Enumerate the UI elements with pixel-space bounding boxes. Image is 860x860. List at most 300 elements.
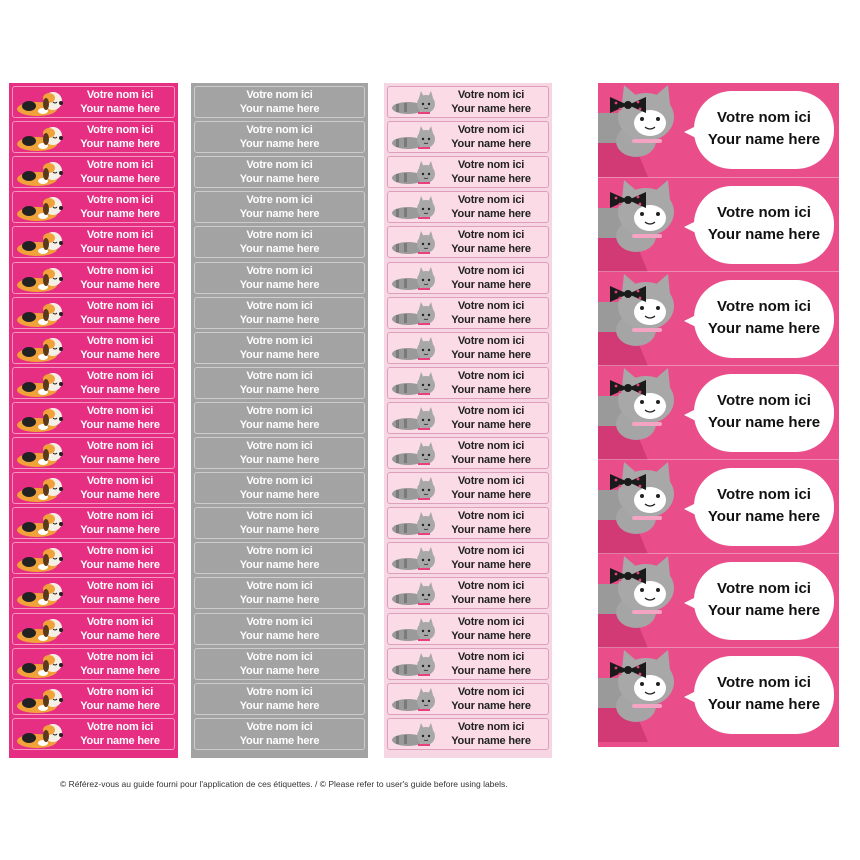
label-text-en: Your name here bbox=[80, 208, 160, 221]
label-text bbox=[694, 107, 834, 151]
label-text-fr: Votre nom ici bbox=[246, 720, 313, 733]
label-text-en: Your name here bbox=[80, 629, 160, 642]
label-text-en: Your name here bbox=[239, 524, 320, 537]
label-text bbox=[195, 615, 364, 643]
dog-icon bbox=[15, 686, 67, 719]
label-text bbox=[68, 369, 172, 397]
dog-icon bbox=[15, 159, 67, 192]
label-text-fr: Votre nom ici bbox=[457, 264, 525, 277]
label-text-fr: Votre nom ici bbox=[457, 685, 525, 698]
cat-icon bbox=[390, 194, 438, 227]
cat-icon bbox=[390, 721, 438, 754]
big-name-label bbox=[598, 271, 839, 366]
label-text-fr: Votre nom ici bbox=[717, 674, 811, 691]
name-label bbox=[194, 437, 365, 469]
label-text-fr: Votre nom ici bbox=[246, 159, 313, 172]
label-text bbox=[68, 474, 172, 502]
label-text bbox=[195, 509, 364, 537]
label-text bbox=[436, 369, 546, 397]
label-text bbox=[68, 544, 172, 572]
name-label bbox=[12, 86, 175, 118]
dog-icon bbox=[15, 616, 67, 649]
dog-icon bbox=[15, 651, 67, 684]
label-text-fr: Votre nom ici bbox=[246, 194, 313, 207]
label-text-en: Your name here bbox=[239, 664, 320, 677]
name-label bbox=[12, 683, 175, 715]
label-text bbox=[68, 299, 172, 327]
name-label bbox=[387, 86, 549, 118]
label-text bbox=[68, 228, 172, 256]
label-text-en: Your name here bbox=[239, 348, 320, 361]
label-text bbox=[195, 579, 364, 607]
label-text-en: Your name here bbox=[451, 559, 531, 572]
cat-icon bbox=[390, 229, 438, 262]
label-text-en: Your name here bbox=[451, 418, 531, 431]
footer-note: © Référez-vous au guide fourni pour l'application de ces étiquettes. / © Please refer to user's guide before using labels. bbox=[60, 779, 508, 789]
name-label bbox=[12, 437, 175, 469]
cat-icon bbox=[390, 89, 438, 122]
label-text-en: Your name here bbox=[451, 138, 531, 151]
cat-icon bbox=[390, 545, 438, 578]
name-label bbox=[12, 402, 175, 434]
label-text-fr: Votre nom ici bbox=[717, 486, 811, 503]
name-label bbox=[387, 542, 549, 574]
dog-icon bbox=[15, 510, 67, 543]
name-label bbox=[387, 683, 549, 715]
cat-icon bbox=[390, 370, 438, 403]
label-text bbox=[68, 439, 172, 467]
label-text bbox=[436, 650, 546, 678]
label-text-fr: Votre nom ici bbox=[86, 334, 154, 347]
label-text-fr: Votre nom ici bbox=[457, 440, 525, 452]
label-text-en: Your name here bbox=[707, 320, 821, 337]
label-text bbox=[436, 334, 546, 362]
label-text-en: Your name here bbox=[707, 226, 821, 243]
cat-with-bow-icon bbox=[598, 460, 694, 559]
dog-icon bbox=[15, 194, 67, 227]
dog-icon bbox=[15, 475, 67, 508]
name-label bbox=[387, 648, 549, 680]
label-text-fr: Votre nom ici bbox=[246, 650, 313, 663]
speech-bubble bbox=[694, 656, 834, 734]
label-text-en: Your name here bbox=[239, 278, 320, 291]
label-text-fr: Votre nom ici bbox=[717, 204, 811, 221]
label-text-en: Your name here bbox=[451, 454, 531, 466]
label-text-fr: Votre nom ici bbox=[457, 475, 525, 488]
label-text bbox=[694, 296, 834, 340]
label-text-fr: Votre nom ici bbox=[457, 510, 525, 523]
cat-icon bbox=[390, 265, 438, 298]
label-text-en: Your name here bbox=[80, 524, 160, 537]
name-label bbox=[12, 577, 175, 609]
label-text-en: Your name here bbox=[451, 524, 531, 537]
label-text-en: Your name here bbox=[451, 629, 531, 642]
name-label bbox=[387, 297, 549, 329]
label-text-fr: Votre nom ici bbox=[457, 194, 525, 207]
name-label bbox=[12, 367, 175, 399]
name-label bbox=[12, 297, 175, 329]
label-text-fr: Votre nom ici bbox=[246, 89, 313, 101]
pink-cat-label-strip bbox=[384, 83, 552, 758]
label-text-fr: Votre nom ici bbox=[717, 392, 811, 409]
label-text-fr: Votre nom ici bbox=[86, 299, 154, 312]
dog-icon bbox=[15, 545, 67, 578]
label-text-fr: Votre nom ici bbox=[246, 545, 313, 558]
name-label bbox=[12, 648, 175, 680]
label-text-en: Your name here bbox=[451, 103, 531, 115]
label-text-en: Your name here bbox=[80, 418, 160, 431]
name-label bbox=[194, 683, 365, 715]
label-text-fr: Votre nom ici bbox=[246, 404, 313, 417]
name-label bbox=[194, 613, 365, 645]
label-text bbox=[436, 685, 546, 713]
label-text bbox=[195, 334, 364, 362]
label-text-en: Your name here bbox=[80, 559, 160, 572]
label-text-en: Your name here bbox=[239, 138, 320, 151]
label-text bbox=[68, 404, 172, 432]
label-text-fr: Votre nom ici bbox=[86, 510, 154, 523]
name-label bbox=[387, 437, 549, 469]
cat-icon bbox=[390, 405, 438, 438]
label-text-en: Your name here bbox=[707, 414, 821, 431]
dog-icon bbox=[15, 580, 67, 613]
label-text-fr: Votre nom ici bbox=[246, 615, 313, 628]
label-text bbox=[694, 202, 834, 246]
label-text-en: Your name here bbox=[80, 313, 160, 326]
cat-icon bbox=[390, 510, 438, 543]
label-text-en: Your name here bbox=[80, 243, 160, 256]
speech-bubble bbox=[694, 280, 834, 358]
name-label bbox=[387, 507, 549, 539]
name-label bbox=[387, 402, 549, 434]
cat-icon bbox=[390, 686, 438, 719]
label-text bbox=[436, 474, 546, 502]
speech-bubble bbox=[694, 562, 834, 640]
name-label bbox=[194, 262, 365, 294]
label-text bbox=[195, 650, 364, 678]
label-text-en: Your name here bbox=[451, 664, 531, 677]
label-text-fr: Votre nom ici bbox=[717, 109, 811, 126]
label-text-fr: Votre nom ici bbox=[86, 545, 154, 558]
name-label bbox=[12, 191, 175, 223]
label-text-en: Your name here bbox=[239, 559, 320, 572]
dog-icon bbox=[15, 300, 67, 333]
label-text-en: Your name here bbox=[80, 348, 160, 361]
label-text-fr: Votre nom ici bbox=[86, 89, 154, 101]
dog-icon bbox=[15, 721, 67, 754]
label-text bbox=[195, 299, 364, 327]
label-text bbox=[436, 615, 546, 643]
label-text bbox=[436, 404, 546, 432]
label-text-fr: Votre nom ici bbox=[457, 369, 525, 382]
label-text bbox=[436, 544, 546, 572]
label-text bbox=[195, 228, 364, 256]
label-text bbox=[195, 439, 364, 467]
name-label bbox=[387, 472, 549, 504]
label-text bbox=[195, 123, 364, 151]
label-text bbox=[68, 615, 172, 643]
label-text-fr: Votre nom ici bbox=[86, 229, 154, 242]
label-text-fr: Votre nom ici bbox=[86, 440, 154, 452]
label-text-en: Your name here bbox=[239, 734, 320, 747]
label-text-fr: Votre nom ici bbox=[86, 124, 154, 137]
label-text-en: Your name here bbox=[239, 418, 320, 431]
name-label bbox=[194, 648, 365, 680]
name-label bbox=[194, 332, 365, 364]
label-text bbox=[68, 264, 172, 292]
name-label bbox=[387, 191, 549, 223]
name-label bbox=[12, 332, 175, 364]
label-text-fr: Votre nom ici bbox=[457, 404, 525, 417]
label-text-fr: Votre nom ici bbox=[457, 124, 525, 137]
label-text-en: Your name here bbox=[80, 594, 160, 607]
label-text-fr: Votre nom ici bbox=[86, 369, 154, 382]
label-text bbox=[68, 334, 172, 362]
name-label bbox=[194, 226, 365, 258]
cat-with-bow-icon bbox=[598, 648, 694, 747]
label-text-fr: Votre nom ici bbox=[457, 229, 525, 242]
label-text-en: Your name here bbox=[80, 734, 160, 747]
label-text-en: Your name here bbox=[451, 734, 531, 747]
label-text bbox=[436, 439, 546, 467]
label-text-fr: Votre nom ici bbox=[86, 650, 154, 663]
label-text bbox=[195, 404, 364, 432]
label-text-fr: Votre nom ici bbox=[246, 124, 313, 137]
label-text-fr: Votre nom ici bbox=[246, 229, 313, 242]
label-text-en: Your name here bbox=[80, 138, 160, 151]
name-label bbox=[194, 542, 365, 574]
label-text bbox=[68, 720, 172, 748]
cat-icon bbox=[390, 124, 438, 157]
label-text-en: Your name here bbox=[80, 489, 160, 502]
name-label bbox=[387, 367, 549, 399]
name-label bbox=[387, 262, 549, 294]
big-cat-label-strip bbox=[598, 83, 839, 747]
name-label bbox=[387, 156, 549, 188]
label-text-fr: Votre nom ici bbox=[86, 475, 154, 488]
label-text bbox=[68, 158, 172, 186]
name-label bbox=[387, 121, 549, 153]
speech-bubble bbox=[694, 468, 834, 546]
name-label bbox=[194, 718, 365, 750]
name-label bbox=[194, 472, 365, 504]
label-text bbox=[195, 88, 364, 116]
label-text bbox=[436, 158, 546, 186]
cat-icon bbox=[390, 300, 438, 333]
label-text-en: Your name here bbox=[451, 699, 531, 712]
label-text bbox=[436, 299, 546, 327]
label-text bbox=[694, 390, 834, 434]
name-label bbox=[387, 613, 549, 645]
label-text bbox=[195, 474, 364, 502]
label-text-en: Your name here bbox=[451, 489, 531, 502]
label-text-en: Your name here bbox=[239, 208, 320, 221]
big-name-label bbox=[598, 647, 839, 742]
cat-icon bbox=[390, 651, 438, 684]
label-text-en: Your name here bbox=[239, 489, 320, 502]
label-text-fr: Votre nom ici bbox=[246, 299, 313, 312]
label-text-en: Your name here bbox=[80, 664, 160, 677]
label-text-fr: Votre nom ici bbox=[246, 334, 313, 347]
label-text-fr: Votre nom ici bbox=[86, 404, 154, 417]
dog-label-strip bbox=[9, 83, 178, 758]
label-text-en: Your name here bbox=[239, 173, 320, 186]
label-text-en: Your name here bbox=[239, 629, 320, 642]
name-label bbox=[387, 226, 549, 258]
dog-icon bbox=[15, 335, 67, 368]
name-label bbox=[12, 507, 175, 539]
label-text-en: Your name here bbox=[707, 602, 821, 619]
label-text-fr: Votre nom ici bbox=[86, 720, 154, 733]
name-label bbox=[12, 613, 175, 645]
label-text-en: Your name here bbox=[80, 699, 160, 712]
dog-icon bbox=[15, 440, 67, 473]
cat-icon bbox=[390, 335, 438, 368]
name-label bbox=[12, 718, 175, 750]
label-text-fr: Votre nom ici bbox=[86, 194, 154, 207]
label-text-fr: Votre nom ici bbox=[246, 475, 313, 488]
cat-icon bbox=[390, 440, 438, 473]
label-text bbox=[195, 720, 364, 748]
label-text-fr: Votre nom ici bbox=[246, 369, 313, 382]
label-text-fr: Votre nom ici bbox=[457, 580, 525, 593]
label-text-fr: Votre nom ici bbox=[86, 685, 154, 698]
dog-icon bbox=[15, 89, 67, 122]
label-text-en: Your name here bbox=[80, 454, 160, 466]
label-text bbox=[436, 193, 546, 221]
big-name-label bbox=[598, 553, 839, 648]
label-text-fr: Votre nom ici bbox=[86, 580, 154, 593]
label-text-en: Your name here bbox=[451, 383, 531, 396]
label-text-en: Your name here bbox=[707, 696, 821, 713]
name-label bbox=[194, 121, 365, 153]
name-label bbox=[12, 121, 175, 153]
cat-with-bow-icon bbox=[598, 178, 694, 277]
label-text bbox=[68, 685, 172, 713]
label-text bbox=[436, 228, 546, 256]
cat-with-bow-icon bbox=[598, 366, 694, 465]
label-text bbox=[195, 158, 364, 186]
name-label bbox=[194, 367, 365, 399]
label-text-en: Your name here bbox=[80, 278, 160, 291]
name-label bbox=[194, 507, 365, 539]
name-label bbox=[12, 542, 175, 574]
label-text-en: Your name here bbox=[80, 103, 160, 115]
label-text-fr: Votre nom ici bbox=[86, 615, 154, 628]
label-text-fr: Votre nom ici bbox=[457, 334, 525, 347]
label-text-fr: Votre nom ici bbox=[457, 89, 525, 101]
label-text bbox=[436, 123, 546, 151]
label-text-en: Your name here bbox=[239, 103, 320, 115]
label-text-en: Your name here bbox=[239, 454, 320, 466]
speech-bubble bbox=[694, 374, 834, 452]
label-text-en: Your name here bbox=[451, 173, 531, 186]
name-label bbox=[12, 226, 175, 258]
label-text bbox=[694, 672, 834, 716]
speech-bubble bbox=[694, 186, 834, 264]
label-text-fr: Votre nom ici bbox=[457, 545, 525, 558]
label-text bbox=[68, 509, 172, 537]
label-text-fr: Votre nom ici bbox=[717, 298, 811, 315]
label-text bbox=[68, 193, 172, 221]
big-name-label bbox=[598, 177, 839, 272]
label-text bbox=[195, 685, 364, 713]
cat-icon bbox=[390, 475, 438, 508]
name-label bbox=[12, 156, 175, 188]
cat-icon bbox=[390, 616, 438, 649]
label-text-en: Your name here bbox=[239, 243, 320, 256]
label-text bbox=[694, 484, 834, 528]
name-label bbox=[194, 577, 365, 609]
label-text-en: Your name here bbox=[239, 313, 320, 326]
label-text-fr: Votre nom ici bbox=[457, 720, 525, 733]
name-label bbox=[387, 577, 549, 609]
cat-with-bow-icon bbox=[598, 554, 694, 653]
label-text-fr: Votre nom ici bbox=[246, 510, 313, 523]
name-label bbox=[12, 472, 175, 504]
label-text-fr: Votre nom ici bbox=[246, 440, 313, 452]
label-text-fr: Votre nom ici bbox=[457, 299, 525, 312]
label-text-en: Your name here bbox=[80, 173, 160, 186]
label-text-fr: Votre nom ici bbox=[457, 159, 525, 172]
label-text bbox=[436, 88, 546, 116]
label-text-fr: Votre nom ici bbox=[86, 264, 154, 277]
label-text bbox=[436, 720, 546, 748]
dog-icon bbox=[15, 405, 67, 438]
name-label bbox=[194, 191, 365, 223]
label-text bbox=[68, 123, 172, 151]
name-label bbox=[194, 402, 365, 434]
name-label bbox=[387, 718, 549, 750]
label-text bbox=[694, 578, 834, 622]
label-text-fr: Votre nom ici bbox=[86, 159, 154, 172]
label-text bbox=[195, 193, 364, 221]
label-text-en: Your name here bbox=[707, 508, 821, 525]
label-text bbox=[436, 579, 546, 607]
big-name-label bbox=[598, 83, 839, 177]
label-text bbox=[68, 88, 172, 116]
label-text-en: Your name here bbox=[80, 383, 160, 396]
name-label bbox=[12, 262, 175, 294]
label-text-fr: Votre nom ici bbox=[246, 685, 313, 698]
label-text-en: Your name here bbox=[451, 594, 531, 607]
label-text-en: Your name here bbox=[451, 278, 531, 291]
label-text bbox=[195, 264, 364, 292]
big-name-label bbox=[598, 365, 839, 460]
speech-bubble bbox=[694, 91, 834, 169]
label-text-fr: Votre nom ici bbox=[717, 580, 811, 597]
label-text-en: Your name here bbox=[239, 699, 320, 712]
name-label bbox=[387, 332, 549, 364]
cat-with-bow-icon bbox=[598, 83, 694, 182]
label-text-en: Your name here bbox=[451, 208, 531, 221]
label-text-fr: Votre nom ici bbox=[457, 650, 525, 663]
label-text bbox=[436, 509, 546, 537]
label-text bbox=[68, 650, 172, 678]
dog-icon bbox=[15, 229, 67, 262]
big-name-label bbox=[598, 459, 839, 554]
label-text bbox=[195, 369, 364, 397]
label-text-en: Your name here bbox=[239, 383, 320, 396]
gray-label-strip bbox=[191, 83, 368, 758]
name-label bbox=[194, 86, 365, 118]
label-text bbox=[436, 264, 546, 292]
label-text-en: Your name here bbox=[707, 131, 821, 148]
cat-icon bbox=[390, 159, 438, 192]
label-text bbox=[68, 579, 172, 607]
label-text-fr: Votre nom ici bbox=[246, 580, 313, 593]
label-text-fr: Votre nom ici bbox=[246, 264, 313, 277]
